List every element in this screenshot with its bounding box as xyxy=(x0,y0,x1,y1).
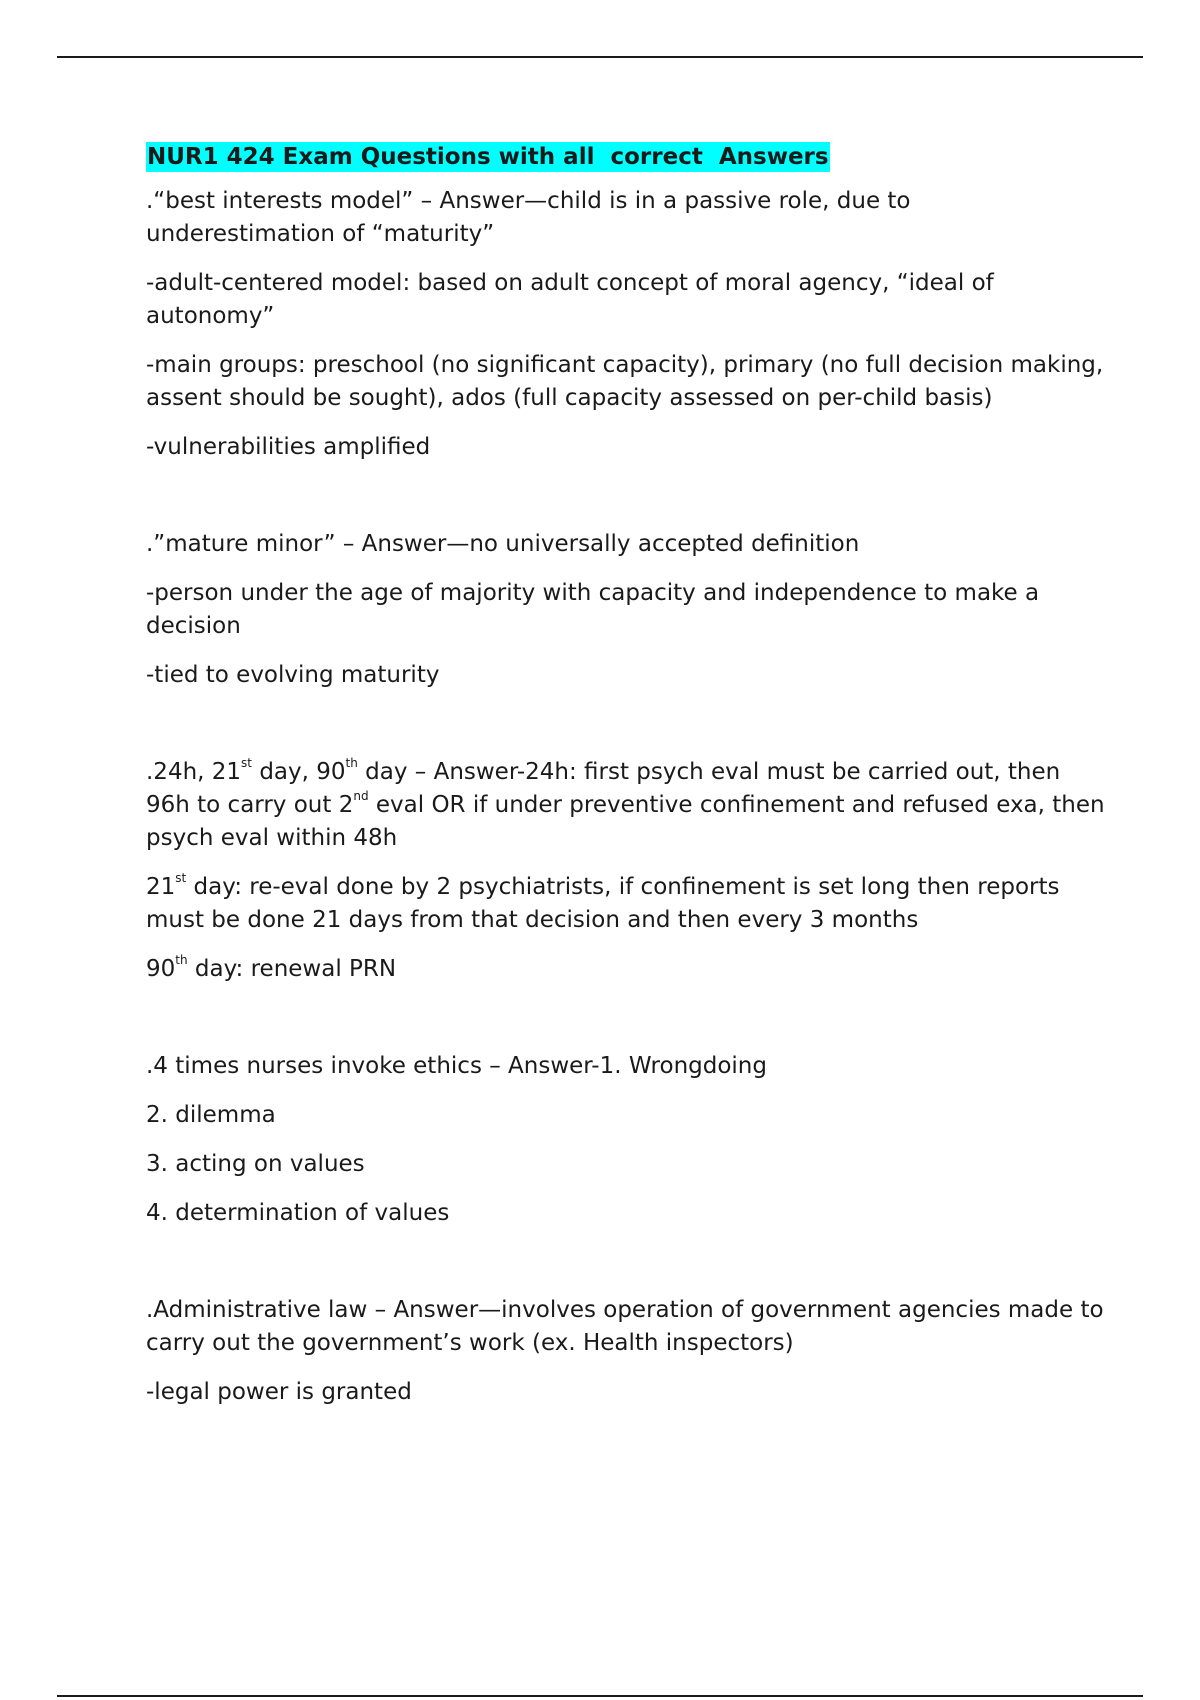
q4-paragraph-2: 2. dilemma xyxy=(146,1102,276,1128)
q4-paragraph-1: .4 times nurses invoke ethics – Answer-1. Wrongdoing xyxy=(146,1053,767,1079)
q2-paragraph-1: .”mature minor” – Answer—no universally accepted definition xyxy=(146,531,860,557)
spacer xyxy=(146,1246,1106,1294)
superscript: th xyxy=(345,756,358,771)
top-rule xyxy=(57,56,1143,58)
q1-paragraph-4: -vulnerabilities amplified xyxy=(146,434,431,460)
superscript: nd xyxy=(353,789,369,804)
q3-paragraph-1 xyxy=(146,756,1106,855)
superscript: st xyxy=(241,756,253,771)
q5-paragraph-1: .Administrative law – Answer—involves operation of government agencies made to carry out the government’s work (ex. Health inspectors) xyxy=(146,1297,1104,1356)
q2-paragraph-3: -tied to evolving maturity xyxy=(146,662,440,688)
text-run: 21 xyxy=(146,874,176,900)
q1-paragraph-3: -main groups: preschool (no significant capacity), primary (no full decision making, assent should be sought), ados (full capacity assessed on per-child basis) xyxy=(146,352,1104,411)
text-run: day: re-eval done by 2 psychiatrists, if confinement is set long then reports must be done 21 days from that decision and then every 3 months xyxy=(146,874,1060,933)
q3-paragraph-2 xyxy=(146,871,1106,937)
text-run: day – Answer-24h: first psych eval must be carried out, then 96h to carry out 2 xyxy=(146,759,1061,818)
text-run: day, 90 xyxy=(252,759,346,785)
q3-paragraph-3 xyxy=(146,953,1106,986)
text-run: 90 xyxy=(146,956,176,982)
spacer xyxy=(146,480,1106,528)
bottom-rule xyxy=(57,1695,1143,1697)
q4-paragraph-4: 4. determination of values xyxy=(146,1200,450,1226)
q2-paragraph-2: -person under the age of majority with capacity and independence to make a decision xyxy=(146,580,1040,639)
q1-paragraph-1: .“best interests model” – Answer—child is in a passive role, due to underestimation of “maturity” xyxy=(146,188,911,247)
document-body xyxy=(146,141,1106,1425)
spacer xyxy=(146,708,1106,756)
spacer xyxy=(146,1002,1106,1050)
superscript: th xyxy=(175,953,188,968)
text-run: .24h, 21 xyxy=(146,759,242,785)
superscript: st xyxy=(175,871,187,886)
text-run: day: renewal PRN xyxy=(187,956,397,982)
q5-paragraph-2: -legal power is granted xyxy=(146,1379,412,1405)
text-run: eval OR if under preventive confinement and refused exa, then psych eval within 48h xyxy=(146,792,1105,851)
q4-paragraph-3: 3. acting on values xyxy=(146,1151,365,1177)
q1-paragraph-2: -adult-centered model: based on adult concept of moral agency, “ideal of autonomy” xyxy=(146,270,994,329)
document-title: NUR1 424 Exam Questions with all correct Answers xyxy=(147,144,829,170)
